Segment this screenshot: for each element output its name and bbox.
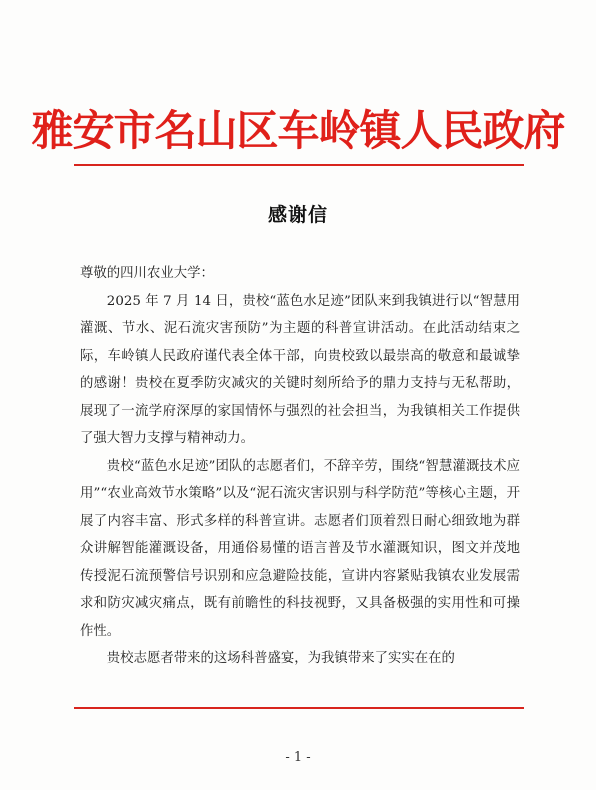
paragraph-3: 贵校志愿者带来的这场科普盛宴，为我镇带来了实实在在的 bbox=[106, 651, 455, 666]
letter-body bbox=[80, 260, 520, 673]
paragraph-2: 贵校“蓝色水足迹”团队的志愿者们，不辞辛劳，围绕“智慧灌溉技术应用”“农业高效节水策略”以及“泥石流灾害识别与科学防范”等核心主题，开展了内容丰富、形式多样的科普宣讲。志愿者们顶着烈日耐心细致地为群众讲解智能灌溉设备，用通俗易懂的语言普及节水灌溉知识，图文并茂地传授泥石流预警信号识别和应急避险技能，宣讲内容紧贴我镇农业发展需求和防灾减灾痛点，既有前瞻性的科技视野，又具备极强的实用性和可操作性。 bbox=[80, 458, 520, 639]
letter-title: 感谢信 bbox=[267, 204, 328, 226]
page-number: - 1 - bbox=[285, 750, 311, 765]
issuer-header: 雅安市名山区车岭镇人民政府 bbox=[31, 106, 565, 155]
paragraph-1: 2025 年 7 月 14 日，贵校“蓝色水足迹”团队来到我镇进行以“智慧用灌溉、节水、泥石流灾害预防”为主题的科普宣讲活动。在此活动结束之际，车岭镇人民政府谨代表全体干部，向贵校致以最崇高的敬意和最诚挚的感谢！贵校在夏季防灾减灾的关键时刻所给予的鼎力支持与无私帮助，展现了一流学府深厚的家国情怀与强烈的社会担当，为我镇相关工作提供了强大智力支撑与精神动力。 bbox=[80, 293, 520, 446]
header-red-rule bbox=[74, 164, 524, 166]
footer-red-rule bbox=[74, 707, 524, 709]
salutation: 尊敬的四川农业大学： bbox=[80, 266, 214, 281]
